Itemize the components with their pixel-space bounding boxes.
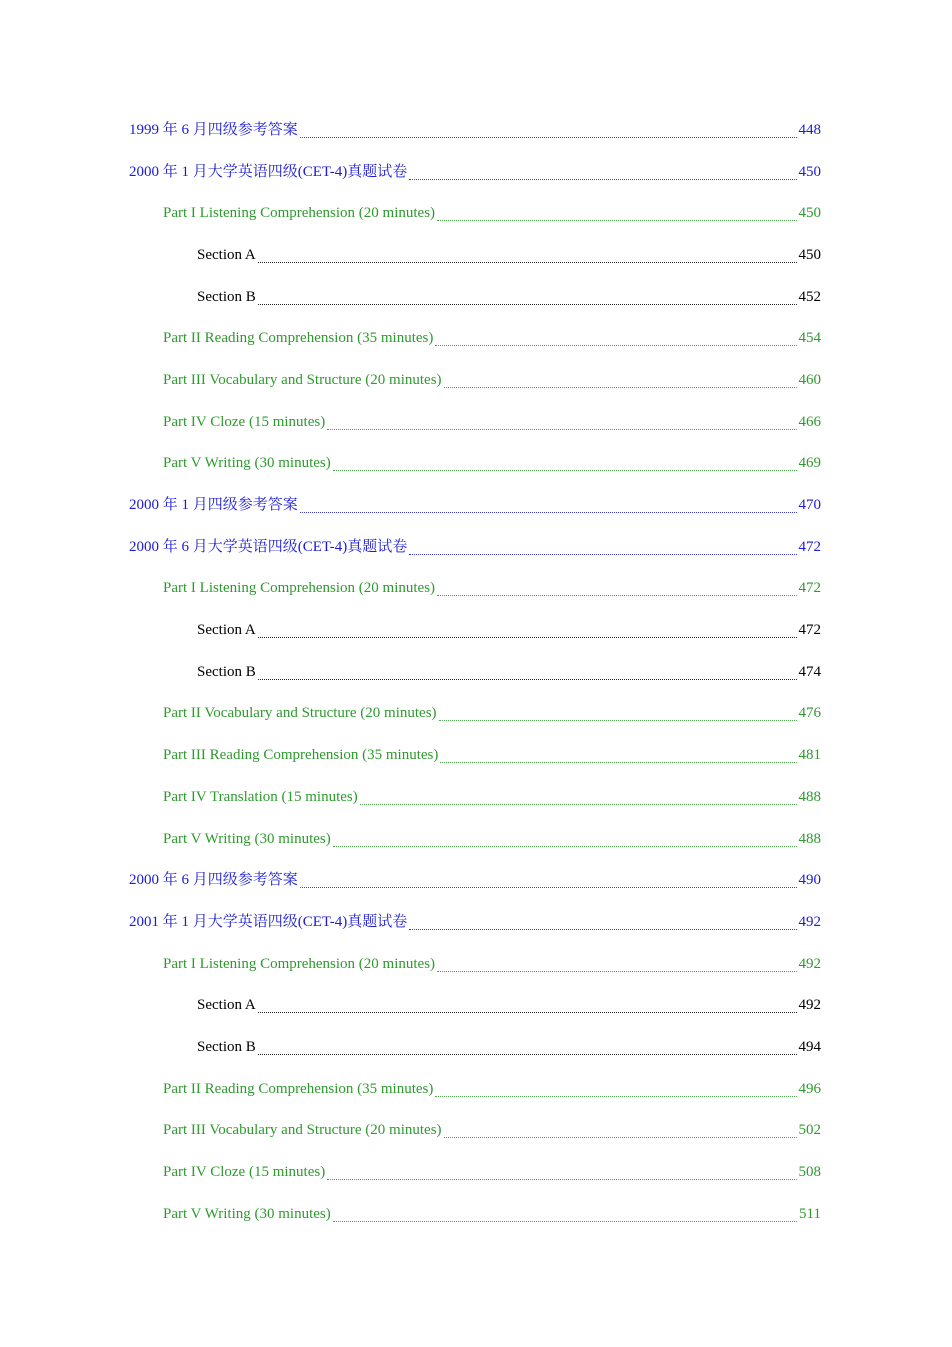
toc-entry[interactable]	[0, 818, 952, 860]
toc-entry-page-number: 474	[798, 663, 821, 680]
dot-leader	[444, 386, 797, 388]
dot-leader	[333, 1220, 797, 1222]
toc-entry[interactable]	[0, 1151, 952, 1193]
dot-leader	[440, 761, 796, 763]
toc-entry-title: Part II Vocabulary and Structure (20 minutes)	[163, 705, 437, 722]
toc-entry-title: Part IV Translation (15 minutes)	[163, 788, 358, 805]
dot-leader	[437, 594, 796, 596]
toc-entry-page-number: 472	[798, 580, 821, 597]
dot-leader	[444, 1136, 797, 1138]
toc-entry[interactable]	[0, 734, 952, 776]
toc-entry-page-number: 450	[798, 163, 821, 180]
toc-entry-page-number: 488	[798, 788, 821, 805]
toc-entry-title: Part IV Cloze (15 minutes)	[163, 413, 326, 430]
toc-entry-page-number: 470	[798, 497, 821, 514]
toc-entry[interactable]	[0, 443, 952, 485]
toc-entry-title: Section A	[197, 997, 256, 1014]
toc-entry-title: Part V Writing (30 minutes)	[163, 830, 331, 847]
toc-entry[interactable]	[0, 526, 952, 568]
dot-leader	[258, 1011, 797, 1013]
toc-entry[interactable]	[0, 776, 952, 818]
toc-entry-title: Part I Listening Comprehension (20 minutes)	[163, 955, 436, 972]
toc-entry-title: 1999 年 6 月四级参考答案	[129, 121, 298, 138]
dot-leader	[409, 553, 796, 555]
toc-entry-title: Part III Reading Comprehension (35 minutes)	[163, 747, 439, 764]
toc-entry[interactable]	[0, 943, 952, 985]
toc-entry[interactable]	[0, 609, 952, 651]
dot-leader	[439, 719, 797, 721]
toc-entry-page-number: 476	[798, 705, 821, 722]
toc-entry[interactable]	[0, 359, 952, 401]
toc-entry-page-number: 496	[798, 1080, 821, 1097]
dot-leader	[327, 428, 796, 430]
toc-entry[interactable]	[0, 651, 952, 693]
toc-entry-title: Part IV Cloze (15 minutes)	[163, 1164, 326, 1181]
toc-entry[interactable]	[0, 484, 952, 526]
dot-leader	[258, 261, 797, 263]
dot-leader	[258, 636, 797, 638]
toc-entry[interactable]	[0, 317, 952, 359]
dot-leader	[300, 511, 797, 513]
toc-entry-page-number: 490	[798, 872, 821, 889]
toc-entry-title: 2000 年 6 月四级参考答案	[129, 872, 298, 889]
toc-entry-page-number: 448	[798, 121, 821, 138]
dot-leader	[300, 136, 797, 138]
toc-entry[interactable]	[0, 1110, 952, 1152]
toc-entry-title: Part III Vocabulary and Structure (20 minutes)	[163, 371, 442, 388]
dot-leader	[258, 303, 797, 305]
toc-entry-page-number: 466	[798, 413, 821, 430]
toc-entry-page-number: 450	[798, 205, 821, 222]
toc-entry[interactable]	[0, 1068, 952, 1110]
toc-entry-title: Section B	[197, 1038, 256, 1055]
toc-entry-page-number: 508	[798, 1164, 821, 1181]
toc-entry-title: Section A	[197, 246, 256, 263]
toc-entry-title: Part I Listening Comprehension (20 minutes)	[163, 580, 436, 597]
toc-entry-page-number: 460	[798, 371, 821, 388]
toc-entry[interactable]	[0, 192, 952, 234]
toc-entry-page-number: 450	[798, 246, 821, 263]
toc-entry-title: 2000 年 1 月大学英语四级(CET-4)真题试卷	[129, 163, 408, 180]
toc-entry-title: Part II Reading Comprehension (35 minutes)	[163, 330, 434, 347]
toc-entry-page-number: 472	[798, 622, 821, 639]
toc-entry-page-number: 452	[798, 288, 821, 305]
dot-leader	[360, 803, 797, 805]
toc-entry-page-number: 492	[798, 997, 821, 1014]
toc-entry-title: Section A	[197, 622, 256, 639]
toc-entry-title: Part III Vocabulary and Structure (20 minutes)	[163, 1122, 442, 1139]
toc-entry[interactable]	[0, 276, 952, 318]
dot-leader	[333, 845, 797, 847]
dot-leader	[258, 678, 797, 680]
dot-leader	[258, 1053, 797, 1055]
toc-entry-page-number: 488	[798, 830, 821, 847]
dot-leader	[437, 970, 796, 972]
toc-entry[interactable]	[0, 151, 952, 193]
toc-entry[interactable]	[0, 859, 952, 901]
toc-entry[interactable]	[0, 984, 952, 1026]
toc-entry[interactable]	[0, 901, 952, 943]
toc-entry[interactable]	[0, 401, 952, 443]
table-of-contents	[0, 109, 952, 1235]
toc-entry[interactable]	[0, 109, 952, 151]
toc-entry-page-number: 492	[798, 955, 821, 972]
dot-leader	[409, 928, 796, 930]
dot-leader	[333, 469, 797, 471]
toc-entry-page-number: 494	[798, 1038, 821, 1055]
dot-leader	[300, 886, 797, 888]
toc-entry-page-number: 502	[798, 1122, 821, 1139]
dot-leader	[435, 1095, 796, 1097]
toc-entry-page-number: 511	[799, 1205, 821, 1222]
dot-leader	[327, 1178, 796, 1180]
toc-entry[interactable]	[0, 568, 952, 610]
toc-entry-title: Part I Listening Comprehension (20 minutes)	[163, 205, 436, 222]
toc-entry-title: 2001 年 1 月大学英语四级(CET-4)真题试卷	[129, 913, 408, 930]
toc-entry-title: Section B	[197, 288, 256, 305]
toc-entry-page-number: 481	[798, 747, 821, 764]
toc-entry[interactable]	[0, 234, 952, 276]
toc-entry[interactable]	[0, 1026, 952, 1068]
dot-leader	[437, 219, 796, 221]
toc-entry-title: Part V Writing (30 minutes)	[163, 1205, 331, 1222]
toc-entry-page-number: 492	[798, 913, 821, 930]
dot-leader	[409, 178, 796, 180]
toc-entry-title: Part V Writing (30 minutes)	[163, 455, 331, 472]
toc-entry-page-number: 469	[798, 455, 821, 472]
toc-entry-title: Section B	[197, 663, 256, 680]
toc-entry[interactable]	[0, 693, 952, 735]
toc-entry-title: 2000 年 6 月大学英语四级(CET-4)真题试卷	[129, 538, 408, 555]
toc-entry-title: Part II Reading Comprehension (35 minutes)	[163, 1080, 434, 1097]
dot-leader	[435, 344, 796, 346]
toc-entry-page-number: 454	[798, 330, 821, 347]
toc-entry-title: 2000 年 1 月四级参考答案	[129, 497, 298, 514]
toc-entry[interactable]	[0, 1193, 952, 1235]
toc-entry-page-number: 472	[798, 538, 821, 555]
